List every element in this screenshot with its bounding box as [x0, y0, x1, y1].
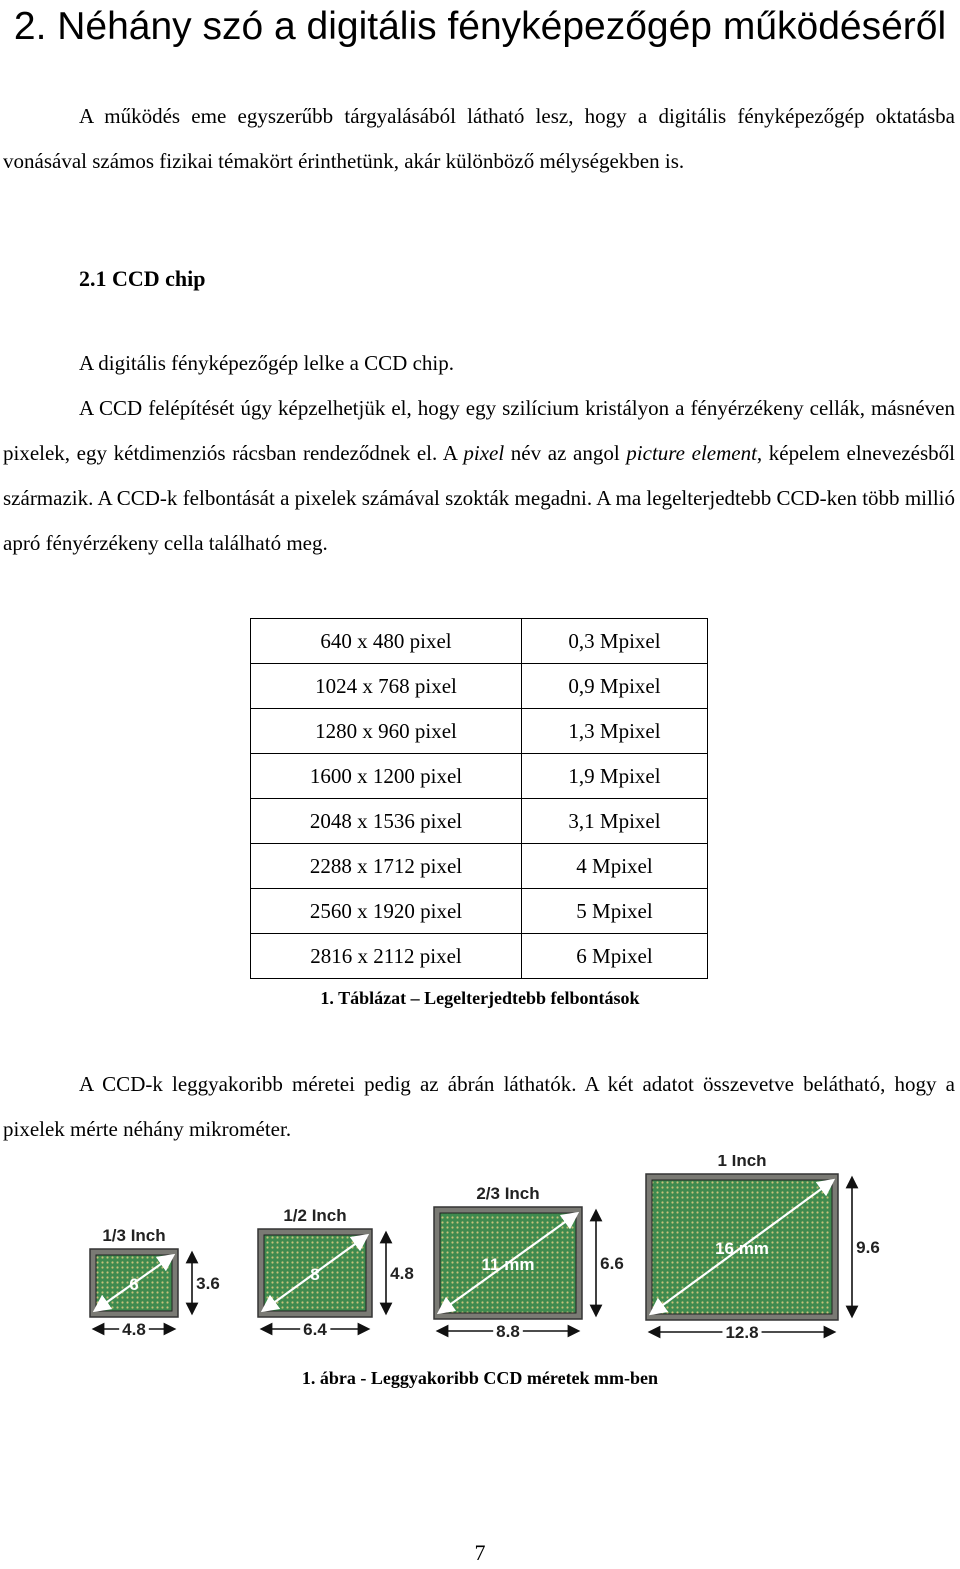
height-label: 9.6 — [856, 1238, 880, 1257]
format-label: 1/2 Inch — [283, 1206, 347, 1225]
ccd-sizes-figure — [80, 1155, 880, 1355]
width-label: 4.8 — [122, 1320, 146, 1339]
figure-caption: 1. ábra - Leggyakoribb CCD méretek mm-ben — [301, 1368, 659, 1388]
pixel-term: pixel — [463, 441, 505, 465]
ccd-text-b: név az angol — [504, 441, 627, 465]
intro-text: A működés eme egyszerűbb tárgyalásából látható lesz, hogy a digitális fényképezőgép oktatásba vonásával számos fizikai témakört érinthetünk, akár különböző mélységekben is. — [3, 104, 955, 173]
format-label: 2/3 Inch — [476, 1184, 540, 1203]
ccd-intro-text: A digitális fényképezőgép lelke a CCD chip. — [79, 351, 454, 375]
diagonal-label: 11 mm — [481, 1255, 535, 1274]
height-label: 6.6 — [600, 1254, 624, 1273]
width-label: 12.8 — [725, 1323, 759, 1342]
width-label: 8.8 — [496, 1322, 520, 1341]
page-number: 7 — [474, 1540, 486, 1565]
sizes-text: A CCD-k leggyakoribb méretei pedig az ábrán láthatók. A két adatot összevetve belátható, hogy a pixelek mérte néhány mikrométer. — [3, 1072, 955, 1141]
sizes-paragraph — [3, 1062, 955, 1152]
table-row — [251, 709, 708, 754]
megapixel-cell: 1,3 Mpixel — [522, 709, 708, 754]
ccd-text-a: A CCD felépítését úgy képzelhetjük el, hogy egy szilícium kristályon a fényérzékeny cellák, másnéven pixelek, egy kétdimenziós rácsban rendeződnek el. A — [3, 396, 955, 465]
picture-element-term: picture element — [626, 441, 757, 465]
ccd-intro-line — [3, 341, 955, 386]
resolution-cell: 1024 x 768 pixel — [251, 664, 522, 709]
intro-paragraph — [3, 94, 955, 184]
format-label: 1 Inch — [717, 1155, 767, 1170]
width-label: 6.4 — [303, 1320, 327, 1339]
table-row — [251, 934, 708, 979]
resolution-cell: 2288 x 1712 pixel — [251, 844, 522, 889]
section-heading: 2.1 CCD chip — [79, 266, 206, 291]
diagonal-label: 6 — [129, 1275, 139, 1294]
megapixel-cell: 0,3 Mpixel — [522, 619, 708, 664]
table-row — [251, 844, 708, 889]
resolution-table — [250, 618, 708, 979]
table-caption: 1. Táblázat – Legelterjedtebb felbontások — [320, 988, 640, 1008]
resolution-cell: 2048 x 1536 pixel — [251, 799, 522, 844]
table-row — [251, 889, 708, 934]
height-label: 3.6 — [196, 1274, 220, 1293]
megapixel-cell: 0,9 Mpixel — [522, 664, 708, 709]
megapixel-cell: 4 Mpixel — [522, 844, 708, 889]
megapixel-cell: 3,1 Mpixel — [522, 799, 708, 844]
diagonal-label: 16 mm — [715, 1239, 769, 1258]
format-label: 1/3 Inch — [102, 1226, 166, 1245]
table-row — [251, 754, 708, 799]
resolution-cell: 1600 x 1200 pixel — [251, 754, 522, 799]
diagonal-label: 8 — [310, 1265, 320, 1284]
resolution-cell: 2560 x 1920 pixel — [251, 889, 522, 934]
page-title: 2. Néhány szó a digitális fényképezőgép működéséről — [13, 5, 947, 48]
table-row — [251, 799, 708, 844]
megapixel-cell: 1,9 Mpixel — [522, 754, 708, 799]
resolution-cell: 640 x 480 pixel — [251, 619, 522, 664]
ccd-paragraph — [3, 386, 955, 566]
height-label: 4.8 — [390, 1264, 414, 1283]
megapixel-cell: 5 Mpixel — [522, 889, 708, 934]
resolution-cell: 1280 x 960 pixel — [251, 709, 522, 754]
table-row — [251, 664, 708, 709]
resolution-cell: 2816 x 2112 pixel — [251, 934, 522, 979]
table-row — [251, 619, 708, 664]
megapixel-cell: 6 Mpixel — [522, 934, 708, 979]
ccd-text-c: , képelem elnevezésből származik. A CCD-k felbontását a pixelek számával szokták megadni. A ma legelterjedtebb CCD-ken több millió apró fényérzékeny cella található meg. — [3, 441, 955, 555]
